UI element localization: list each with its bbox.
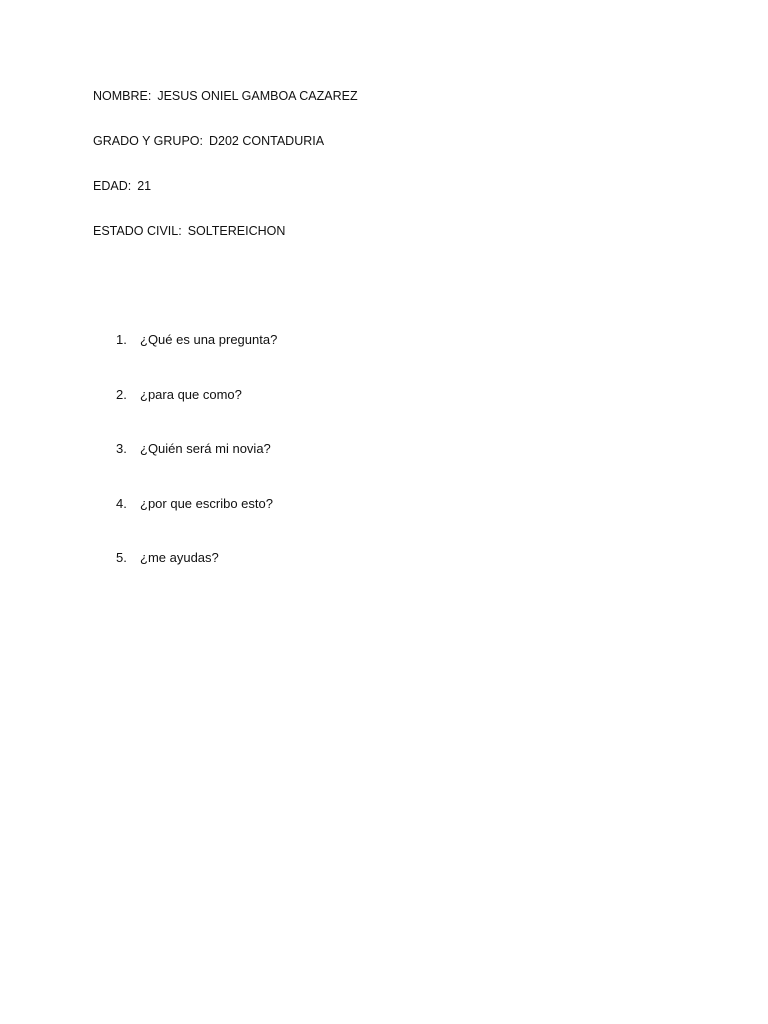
list-item [116, 387, 242, 403]
field-value: SOLTEREICHON [187, 224, 286, 238]
field-estado-civil [93, 223, 285, 239]
list-number: 2. [116, 387, 127, 402]
field-value: JESUS ONIEL GAMBOA CAZAREZ [157, 89, 358, 103]
field-grado-grupo [93, 133, 324, 149]
list-number: 3. [116, 441, 127, 456]
field-label: GRADO Y GRUPO: [93, 134, 203, 148]
question-text: ¿Quién será mi novia? [140, 441, 271, 456]
field-value: 21 [137, 179, 152, 193]
list-number: 1. [116, 332, 127, 347]
question-text: ¿para que como? [140, 387, 242, 402]
field-value: D202 CONTADURIA [208, 134, 325, 148]
list-number: 5. [116, 550, 127, 565]
question-text: ¿Qué es una pregunta? [140, 332, 278, 347]
list-item [116, 550, 219, 566]
question-text: ¿me ayudas? [140, 550, 219, 565]
field-label: EDAD: [93, 179, 132, 193]
list-item [116, 332, 277, 348]
field-label: ESTADO CIVIL: [93, 224, 182, 238]
list-number: 4. [116, 496, 127, 511]
field-nombre [93, 88, 358, 104]
list-item [116, 496, 273, 512]
question-text: ¿por que escribo esto? [140, 496, 273, 511]
list-item [116, 441, 271, 457]
field-edad [93, 178, 151, 194]
field-label: NOMBRE: [93, 89, 152, 103]
